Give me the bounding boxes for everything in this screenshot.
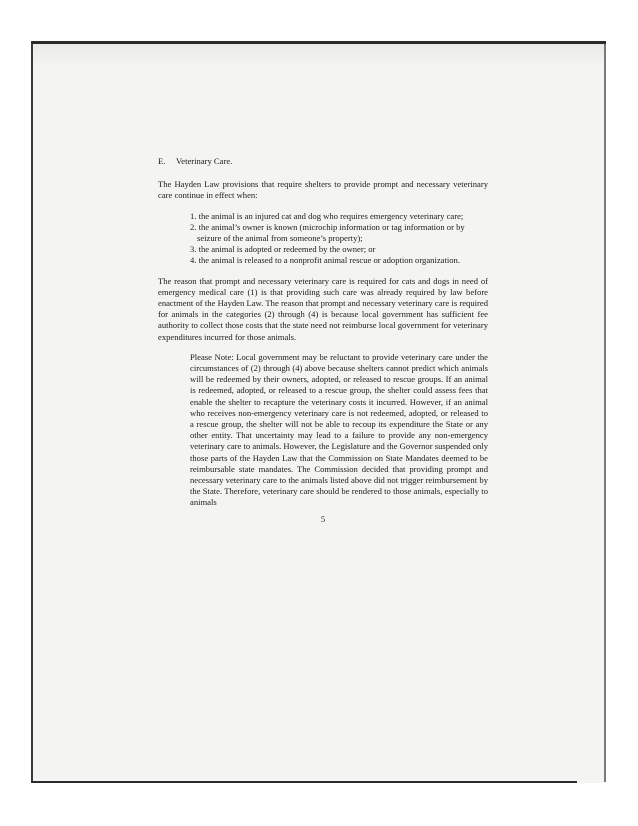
page-right-edge <box>604 44 606 782</box>
reason-paragraph: The reason that prompt and necessary veterinary care is required for cats and dogs in need of emergency medical care (1) is that providing such care was already required by law before enactment of the Hayden Law. The reason that prompt and necessary veterinary care is required for animals in the categories (2) through (4) is because local government has sufficient fee authority to collect those costs that the state need not reimburse local government for veterinary expenditures incurred for those animals. <box>158 275 488 342</box>
conditions-list <box>190 211 488 267</box>
intro-paragraph: The Hayden Law provisions that require shelters to provide prompt and necessary veterinary care continue in effect when: <box>158 179 488 201</box>
section-title: Veterinary Care. <box>176 156 233 166</box>
condition-item: 1. the animal is an injured cat and dog who requires emergency veterinary care; <box>190 210 464 221</box>
section-number: E. <box>158 156 166 166</box>
page-number: 5 <box>320 513 326 524</box>
page-bottom-edge <box>31 781 577 783</box>
note-paragraph: Please Note: Local government may be reluctant to provide veterinary care under the circumstances of (2) through (4) above because shelters cannot predict which animals will be redeemed by their owners, adopted, or released to rescue groups. If an animal is redeemed, adopted, or released to a rescue group, the shelter could assess fees that enable the shelter to recapture the veterinary costs it incurred. However, if an animal who receives non-emergency veterinary care is not redeemed, adopted, or released to a rescue group, the shelter will not be able to recoup its expenditure the State or any other entity. That uncertainty may lead to a failure to provide any non-emergency veterinary care to animals. However, the Legislature and the Governor suspended only those parts of the Hayden Law that the Commission on State Mandates deemed to be reimbursable state mandates. The Commission decided that providing prompt and necessary veterinary care to the animals listed above did not trigger reimbursement by the State. Therefore, veterinary care should be rendered to those animals, especially to animals <box>190 351 488 508</box>
scan-shadow <box>33 44 604 66</box>
condition-item: 3. the animal is adopted or redeemed by the owner; or <box>190 244 376 255</box>
condition-item: 2. the animal’s owner is known (microchip information or tag information or by seizure of the animal from someone’s property); <box>190 221 465 244</box>
page-left-edge <box>31 44 33 782</box>
condition-item: 4. the animal is released to a nonprofit animal rescue or adoption organization. <box>190 255 460 266</box>
section-heading <box>158 156 488 167</box>
document-body <box>158 156 488 525</box>
